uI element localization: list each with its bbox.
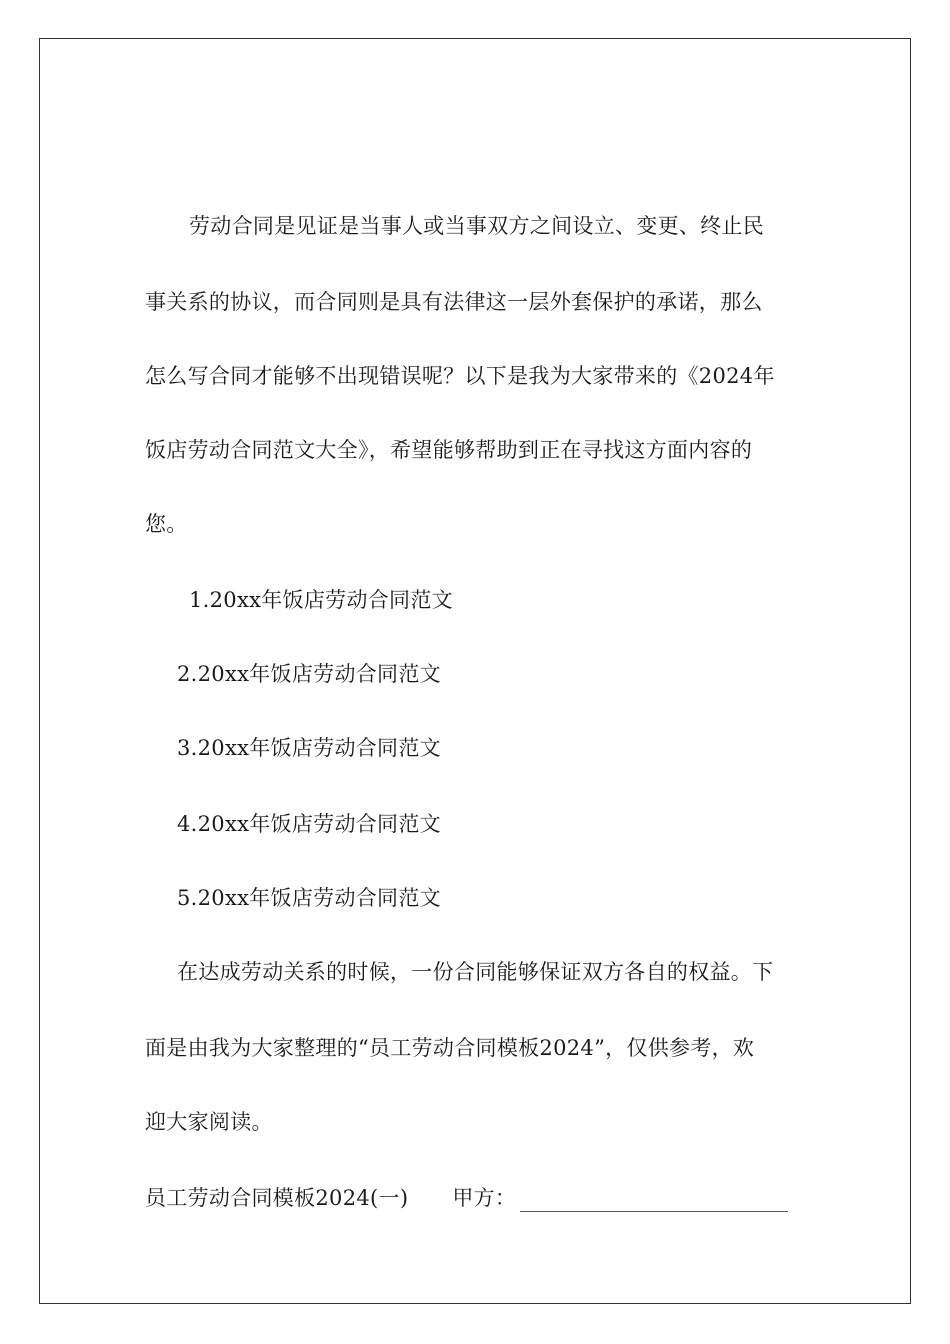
second-para-line-1: 在达成劳动关系的时候，一份合同能够保证双方各自的权益。下 <box>177 960 774 984</box>
toc-item-2: 2.20xx年饭店劳动合同范文 <box>177 662 441 686</box>
party-a-blank-line <box>520 1191 788 1212</box>
party-a-label: 甲方： <box>452 1186 517 1210</box>
intro-line-1: 劳动合同是见证是当事人或当事双方之间设立、变更、终止民 <box>189 214 765 238</box>
intro-line-3: 怎么写合同才能够不出现错误呢？以下是我为大家带来的《2024年 <box>145 364 775 388</box>
intro-line-4: 饭店劳动合同范文大全》，希望能够帮助到正在寻找这方面内容的 <box>145 438 753 462</box>
toc-item-1: 1.20xx年饭店劳动合同范文 <box>189 588 453 612</box>
intro-line-2: 事关系的协议，而合同则是具有法律这一层外套保护的承诺，那么 <box>145 290 763 314</box>
second-para-line-3: 迎大家阅读。 <box>145 1110 273 1134</box>
second-para-line-2: 面是由我为大家整理的“员工劳动合同模板2024”，仅供参考，欢 <box>145 1036 755 1060</box>
toc-item-5: 5.20xx年饭店劳动合同范文 <box>177 886 441 910</box>
toc-item-4: 4.20xx年饭店劳动合同范文 <box>177 812 441 836</box>
contract-heading: 员工劳动合同模板2024(一) <box>145 1186 409 1210</box>
contract-heading-row <box>145 1184 788 1212</box>
toc-item-3: 3.20xx年饭店劳动合同范文 <box>177 736 441 760</box>
intro-line-5: 您。 <box>145 512 188 536</box>
